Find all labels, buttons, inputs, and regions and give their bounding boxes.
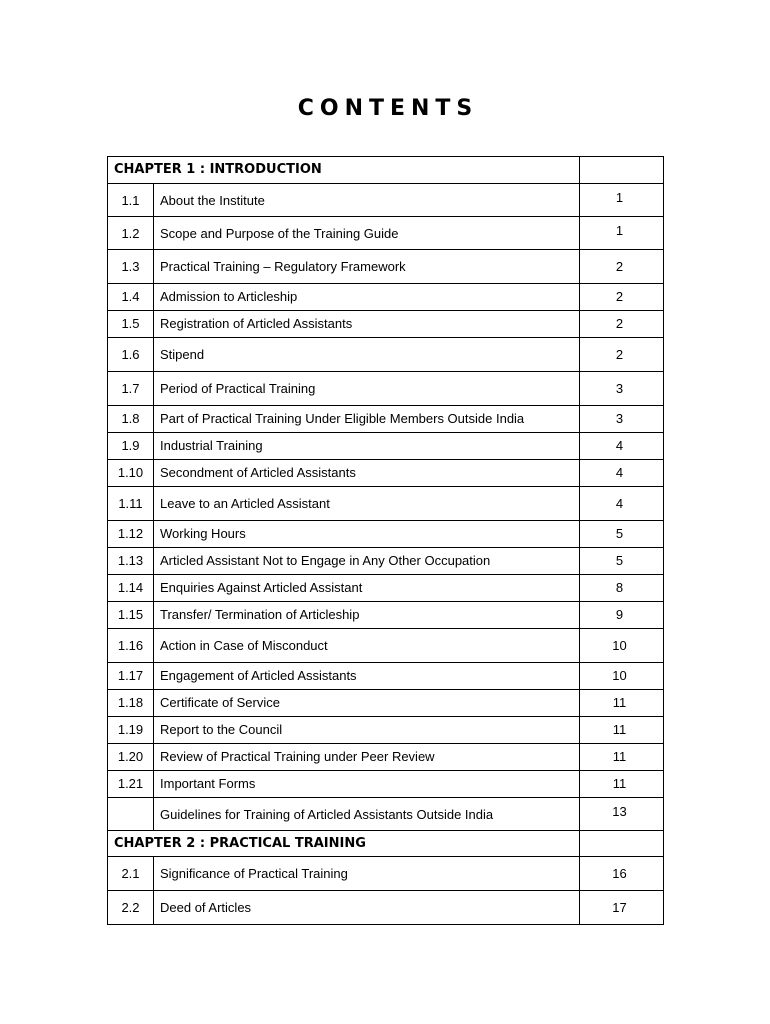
toc-entry[interactable]	[108, 717, 664, 744]
entry-number: 1.21	[108, 771, 154, 798]
entry-page: 4	[580, 460, 664, 487]
entry-title: Period of Practical Training	[154, 372, 580, 406]
entry-page: 11	[580, 690, 664, 717]
entry-number: 1.8	[108, 406, 154, 433]
toc-entry[interactable]	[108, 460, 664, 487]
toc-entry[interactable]	[108, 690, 664, 717]
entry-page: 5	[580, 521, 664, 548]
entry-number	[108, 798, 154, 831]
entry-number: 1.20	[108, 744, 154, 771]
entry-title: Articled Assistant Not to Engage in Any Other Occupation	[154, 548, 580, 575]
entry-number: 1.3	[108, 250, 154, 284]
contents-table	[107, 156, 664, 925]
toc-entry[interactable]	[108, 433, 664, 460]
entry-number: 1.19	[108, 717, 154, 744]
entry-title: Part of Practical Training Under Eligible Members Outside India	[154, 406, 580, 433]
toc-entry[interactable]	[108, 663, 664, 690]
entry-number: 1.18	[108, 690, 154, 717]
entry-page: 9	[580, 602, 664, 629]
entry-page: 4	[580, 487, 664, 521]
entry-number: 1.15	[108, 602, 154, 629]
entry-title: Guidelines for Training of Articled Assistants Outside India	[154, 798, 580, 831]
entry-page: 13	[580, 798, 664, 831]
entry-title: Registration of Articled Assistants	[154, 311, 580, 338]
entry-page: 11	[580, 717, 664, 744]
entry-number: 1.16	[108, 629, 154, 663]
entry-page: 11	[580, 771, 664, 798]
entry-title: Action in Case of Misconduct	[154, 629, 580, 663]
entry-page: 2	[580, 250, 664, 284]
entry-number: 2.2	[108, 891, 154, 925]
toc-entry[interactable]	[108, 521, 664, 548]
entry-page: 11	[580, 744, 664, 771]
chapter-title: CHAPTER 1 : INTRODUCTION	[108, 157, 580, 184]
entry-number: 1.1	[108, 184, 154, 217]
toc-entry[interactable]	[108, 857, 664, 891]
entry-title: Practical Training – Regulatory Framework	[154, 250, 580, 284]
toc-entry[interactable]	[108, 406, 664, 433]
page-title: CONTENTS	[297, 96, 479, 121]
entry-number: 2.1	[108, 857, 154, 891]
entry-number: 1.6	[108, 338, 154, 372]
toc-entry[interactable]	[108, 487, 664, 521]
entry-title: Engagement of Articled Assistants	[154, 663, 580, 690]
chapter-title: CHAPTER 2 : PRACTICAL TRAINING	[108, 831, 580, 857]
entry-title: Stipend	[154, 338, 580, 372]
entry-page: 2	[580, 284, 664, 311]
entry-number: 1.11	[108, 487, 154, 521]
toc-entry[interactable]	[108, 629, 664, 663]
entry-page: 3	[580, 372, 664, 406]
chapter-heading-row	[108, 831, 664, 857]
entry-title: Certificate of Service	[154, 690, 580, 717]
entry-page: 17	[580, 891, 664, 925]
entry-number: 1.5	[108, 311, 154, 338]
toc-entry[interactable]	[108, 575, 664, 602]
entry-title: Review of Practical Training under Peer Review	[154, 744, 580, 771]
entry-title: Deed of Articles	[154, 891, 580, 925]
toc-entry[interactable]	[108, 184, 664, 217]
entry-page: 2	[580, 311, 664, 338]
entry-number: 1.7	[108, 372, 154, 406]
entry-number: 1.10	[108, 460, 154, 487]
entry-title: Report to the Council	[154, 717, 580, 744]
entry-page: 1	[580, 184, 664, 217]
toc-entry[interactable]	[108, 250, 664, 284]
entry-page: 3	[580, 406, 664, 433]
chapter-heading-row	[108, 157, 664, 184]
chapter-page-cell	[580, 157, 664, 184]
entry-title: Leave to an Articled Assistant	[154, 487, 580, 521]
entry-title: Admission to Articleship	[154, 284, 580, 311]
entry-title: Scope and Purpose of the Training Guide	[154, 217, 580, 250]
entry-title: Enquiries Against Articled Assistant	[154, 575, 580, 602]
toc-entry[interactable]	[108, 548, 664, 575]
entry-number: 1.4	[108, 284, 154, 311]
entry-title: Secondment of Articled Assistants	[154, 460, 580, 487]
entry-title: Working Hours	[154, 521, 580, 548]
chapter-page-cell	[580, 831, 664, 857]
toc-entry[interactable]	[108, 372, 664, 406]
entry-title: About the Institute	[154, 184, 580, 217]
toc-entry[interactable]	[108, 217, 664, 250]
entry-number: 1.2	[108, 217, 154, 250]
toc-entry[interactable]	[108, 602, 664, 629]
entry-number: 1.12	[108, 521, 154, 548]
entry-page: 4	[580, 433, 664, 460]
entry-page: 1	[580, 217, 664, 250]
entry-number: 1.13	[108, 548, 154, 575]
entry-page: 16	[580, 857, 664, 891]
entry-page: 2	[580, 338, 664, 372]
entry-page: 10	[580, 629, 664, 663]
entry-number: 1.14	[108, 575, 154, 602]
entry-number: 1.9	[108, 433, 154, 460]
entry-number: 1.17	[108, 663, 154, 690]
entry-title: Significance of Practical Training	[154, 857, 580, 891]
toc-entry[interactable]	[108, 338, 664, 372]
toc-entry[interactable]	[108, 798, 664, 831]
entry-page: 5	[580, 548, 664, 575]
toc-entry[interactable]	[108, 284, 664, 311]
entry-title: Transfer/ Termination of Articleship	[154, 602, 580, 629]
toc-entry[interactable]	[108, 311, 664, 338]
entry-page: 8	[580, 575, 664, 602]
entry-title: Industrial Training	[154, 433, 580, 460]
toc-entry[interactable]	[108, 771, 664, 798]
entry-page: 10	[580, 663, 664, 690]
toc-entry[interactable]	[108, 891, 664, 925]
toc-entry[interactable]	[108, 744, 664, 771]
entry-title: Important Forms	[154, 771, 580, 798]
